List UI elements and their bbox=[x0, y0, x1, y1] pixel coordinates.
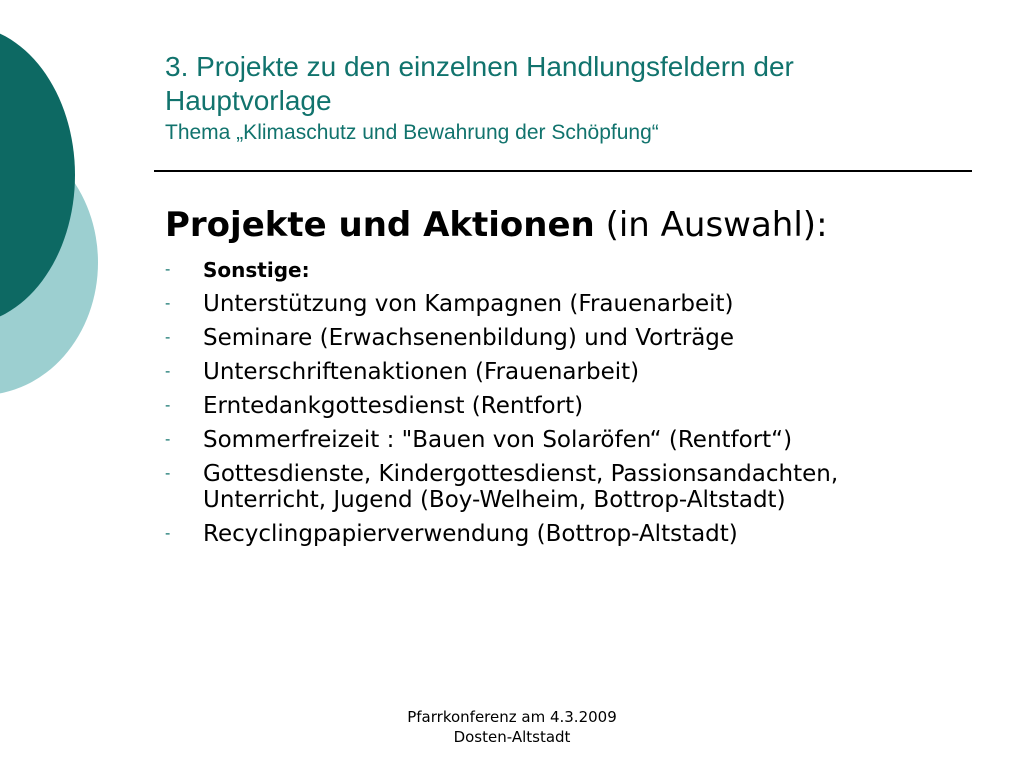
title-divider bbox=[154, 170, 972, 172]
list-item bbox=[165, 461, 965, 513]
list-item bbox=[165, 393, 965, 419]
dash-bullet-icon: - bbox=[165, 465, 171, 482]
list-item bbox=[165, 427, 965, 453]
footer-line-2: Dosten-Altstadt bbox=[453, 728, 571, 746]
list-item-text: Sonstige: bbox=[203, 258, 310, 282]
dash-bullet-icon: - bbox=[165, 295, 171, 312]
heading-normal: (in Auswahl): bbox=[605, 205, 828, 245]
list-item-text: Erntedankgottesdienst (Rentfort) bbox=[203, 393, 584, 419]
title-main: 3. Projekte zu den einzelnen Handlungsfeldern der Hauptvorlage bbox=[165, 51, 794, 116]
dash-bullet-icon: - bbox=[165, 525, 171, 542]
list-item-text: Recyclingpapierverwendung (Bottrop-Altstadt) bbox=[203, 521, 738, 547]
list-item-text: Gottesdienste, Kindergottesdienst, Passionsandachten, Unterricht, Jugend (Boy-Welheim, Bottrop-Altstadt) bbox=[203, 461, 839, 513]
list-item bbox=[165, 325, 965, 351]
list-item bbox=[165, 257, 965, 283]
dash-bullet-icon: - bbox=[165, 397, 171, 414]
list-item-text: Unterschriftenaktionen (Frauenarbeit) bbox=[203, 359, 640, 385]
slide-footer bbox=[362, 707, 662, 747]
list-item bbox=[165, 359, 965, 385]
dash-bullet-icon: - bbox=[165, 329, 171, 346]
project-list bbox=[165, 257, 965, 547]
slide-content bbox=[165, 205, 965, 555]
list-item-text: Seminare (Erwachsenenbildung) und Vorträge bbox=[203, 325, 735, 351]
slide-title bbox=[165, 50, 965, 146]
content-heading bbox=[165, 205, 965, 245]
dash-bullet-icon: - bbox=[165, 261, 171, 278]
heading-bold: Projekte und Aktionen bbox=[165, 205, 595, 245]
list-item-text: Unterstützung von Kampagnen (Frauenarbeit) bbox=[203, 291, 734, 317]
title-subtitle: Thema „Klimaschutz und Bewahrung der Schöpfung“ bbox=[165, 121, 659, 144]
dash-bullet-icon: - bbox=[165, 363, 171, 380]
list-item bbox=[165, 291, 965, 317]
list-item bbox=[165, 521, 965, 547]
footer-line-1: Pfarrkonferenz am 4.3.2009 bbox=[407, 708, 617, 726]
dash-bullet-icon: - bbox=[165, 431, 171, 448]
list-item-text: Sommerfreizeit : "Bauen von Solaröfen“ (Rentfort“) bbox=[203, 427, 793, 453]
